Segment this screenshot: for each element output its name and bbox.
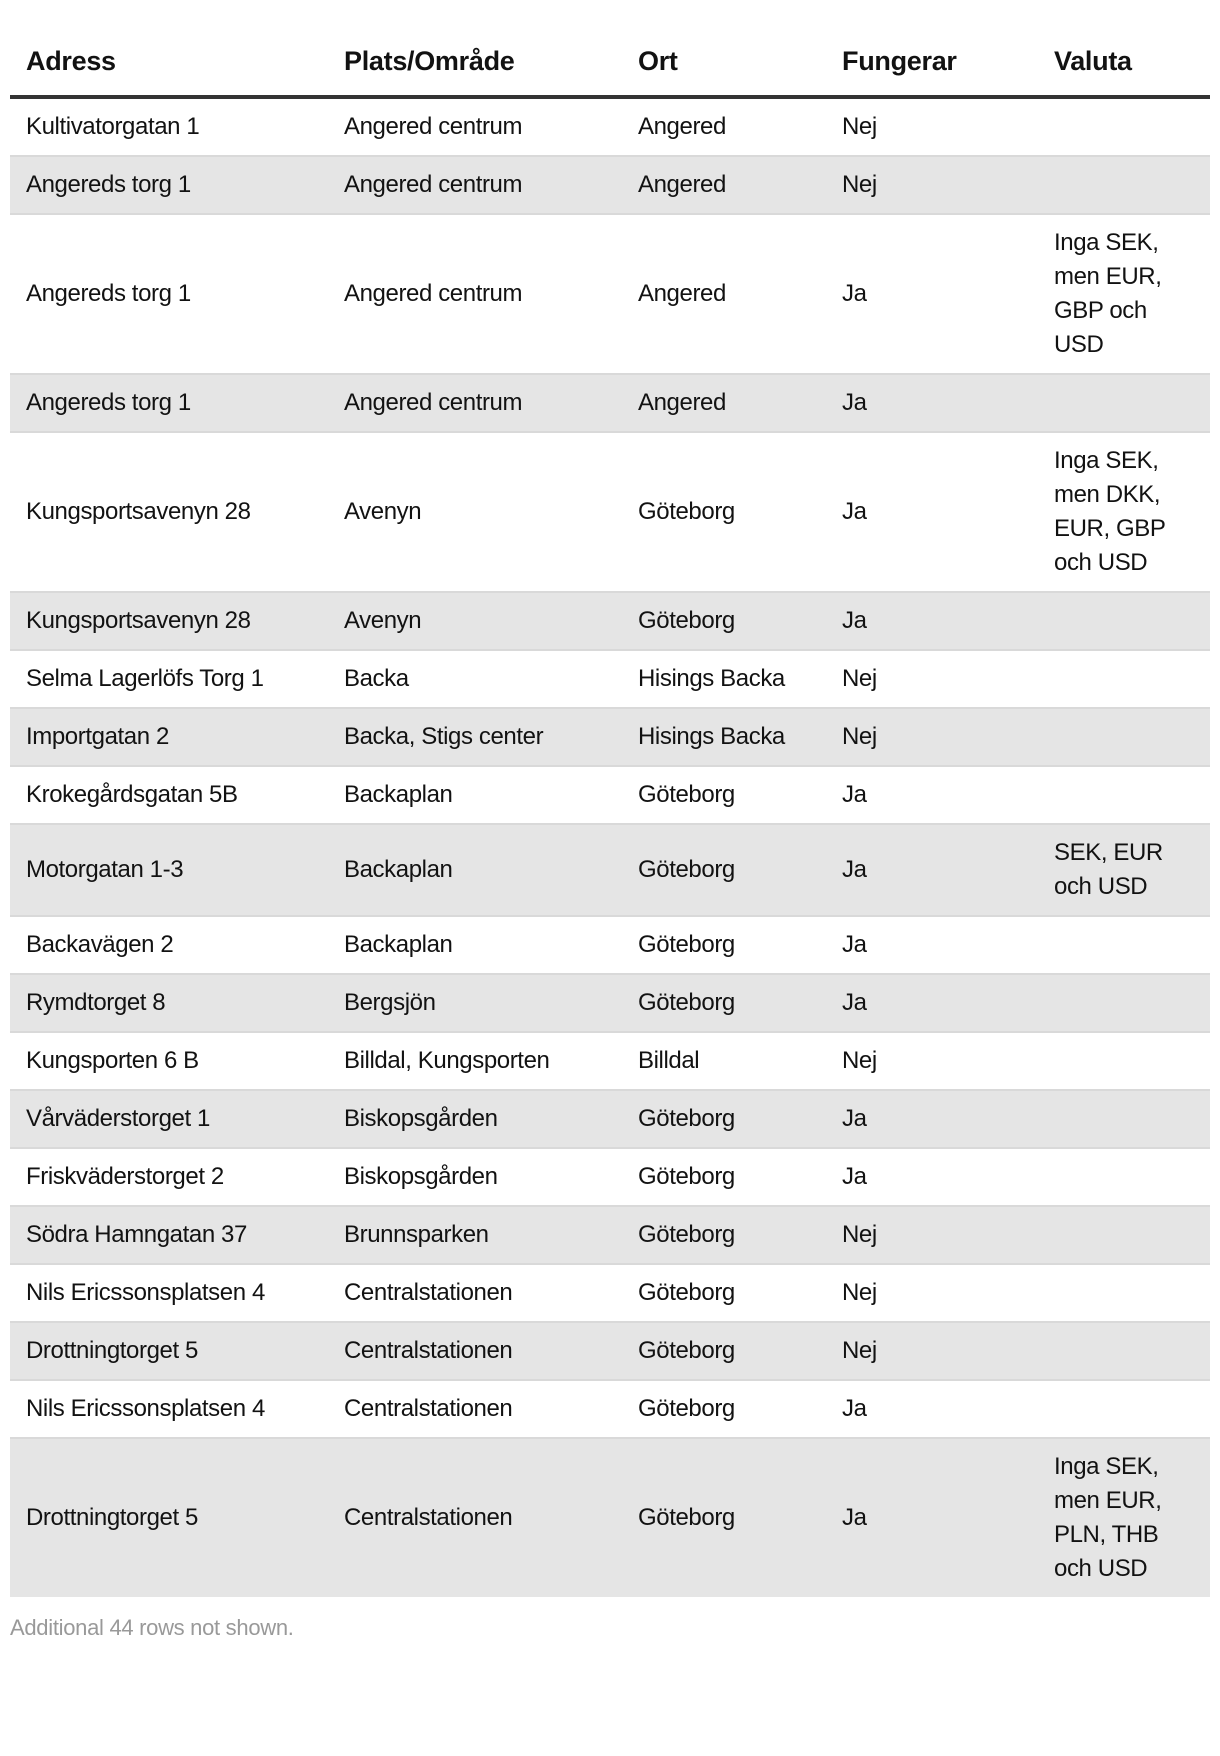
cell-fungerar: Nej	[842, 113, 877, 140]
cell-adress: Krokegårdsgatan 5B	[10, 766, 328, 824]
cell-valuta	[1038, 708, 1210, 766]
cell-valuta	[1038, 592, 1210, 650]
table-row	[10, 592, 1210, 650]
cell-ort: Göteborg	[622, 974, 826, 1032]
cell-fungerar: Nej	[826, 1032, 1038, 1090]
cell-fungerar: Ja	[826, 1090, 1038, 1148]
cell-adress: Nils Ericssonsplatsen 4	[10, 1264, 328, 1322]
table-row	[10, 1438, 1210, 1597]
table-row	[10, 1032, 1210, 1090]
cell-adress: Drottningtorget 5	[10, 1322, 328, 1380]
table-row	[10, 1322, 1210, 1380]
cell-plats: Backa, Stigs center	[328, 708, 622, 766]
cell-plats: Biskopsgården	[328, 1090, 622, 1148]
cell-ort: Angered	[622, 374, 826, 432]
cell-plats: Backaplan	[328, 766, 622, 824]
table-header-row	[10, 0, 1210, 97]
cell-plats: Avenyn	[328, 592, 622, 650]
cell-plats: Centralstationen	[328, 1380, 622, 1438]
cell-adress: Nils Ericssonsplatsen 4	[10, 1380, 328, 1438]
cell-valuta	[1038, 974, 1210, 1032]
cell-fungerar: Ja	[826, 1438, 1038, 1597]
table-row	[10, 1264, 1210, 1322]
cell-ort: Billdal	[622, 1032, 826, 1090]
cell-plats: Angered centrum	[328, 156, 622, 214]
cell-ort: Göteborg	[622, 432, 826, 592]
cell-valuta: Inga SEK, men EUR, PLN, THB och USD	[1038, 1438, 1210, 1597]
cell-plats: Backaplan	[328, 916, 622, 974]
table-row	[10, 974, 1210, 1032]
atm-table	[10, 0, 1210, 1597]
cell-valuta	[1038, 97, 1210, 156]
cell-ort: Angered	[622, 156, 826, 214]
table-row	[10, 824, 1210, 916]
cell-fungerar: Ja	[826, 432, 1038, 592]
table-row	[10, 97, 1210, 156]
cell-valuta: SEK, EUR och USD	[1038, 824, 1210, 916]
cell-fungerar: Ja	[826, 1148, 1038, 1206]
table-row	[10, 1380, 1210, 1438]
column-header-ort[interactable]: Ort	[622, 0, 826, 97]
cell-plats: Biskopsgården	[328, 1148, 622, 1206]
cell-valuta	[1038, 374, 1210, 432]
cell-adress: Kungsporten 6 B	[10, 1032, 328, 1090]
column-header-valuta[interactable]: Valuta	[1038, 0, 1210, 97]
cell-ort: Göteborg	[622, 1380, 826, 1438]
cell-plats: Centralstationen	[328, 1264, 622, 1322]
cell-plats: Angered centrum	[328, 214, 622, 374]
cell-valuta	[1038, 1206, 1210, 1264]
cell-plats: Centralstationen	[328, 1322, 622, 1380]
cell-fungerar: Nej	[826, 156, 1038, 214]
table-row	[10, 708, 1210, 766]
cell-adress: Södra Hamngatan 37	[10, 1206, 328, 1264]
cell-ort: Göteborg	[622, 916, 826, 974]
column-header-plats[interactable]: Plats/Område	[328, 0, 622, 97]
cell-ort: Göteborg	[622, 824, 826, 916]
table-body	[10, 97, 1210, 1597]
cell-plats: Backaplan	[328, 824, 622, 916]
cell-ort: Göteborg	[622, 1264, 826, 1322]
cell-adress: Vårväderstorget 1	[10, 1090, 328, 1148]
cell-adress: Angereds torg 1	[10, 214, 328, 374]
cell-fungerar: Ja	[826, 766, 1038, 824]
cell-plats: Angered centrum	[344, 113, 523, 140]
cell-ort: Göteborg	[622, 766, 826, 824]
cell-adress: Rymdtorget 8	[10, 974, 328, 1032]
table-row	[10, 156, 1210, 214]
table-row	[10, 766, 1210, 824]
cell-valuta	[1038, 766, 1210, 824]
cell-fungerar: Nej	[826, 1206, 1038, 1264]
cell-ort: Hisings Backa	[622, 708, 826, 766]
cell-adress: Kungsportsavenyn 28	[10, 592, 328, 650]
cell-fungerar: Ja	[826, 214, 1038, 374]
column-header-adress[interactable]: Adress	[10, 0, 328, 97]
cell-valuta	[1038, 1148, 1210, 1206]
cell-ort: Göteborg	[622, 1090, 826, 1148]
cell-valuta	[1038, 156, 1210, 214]
table-row	[10, 1090, 1210, 1148]
table-row	[10, 374, 1210, 432]
cell-fungerar: Nej	[826, 1322, 1038, 1380]
cell-plats: Centralstationen	[328, 1438, 622, 1597]
cell-ort: Angered	[638, 113, 726, 140]
cell-ort: Angered	[622, 214, 826, 374]
cell-valuta	[1038, 1264, 1210, 1322]
cell-plats: Brunnsparken	[328, 1206, 622, 1264]
cell-valuta	[1038, 1090, 1210, 1148]
cell-fungerar: Ja	[826, 1380, 1038, 1438]
cell-adress: Backavägen 2	[10, 916, 328, 974]
column-header-fungerar[interactable]: Fungerar	[826, 0, 1038, 97]
cell-adress: Motorgatan 1-3	[10, 824, 328, 916]
cell-valuta	[1038, 916, 1210, 974]
table-row	[10, 432, 1210, 592]
table-row	[10, 916, 1210, 974]
cell-adress: Drottningtorget 5	[10, 1438, 328, 1597]
table-row	[10, 214, 1210, 374]
table-container	[10, 0, 1210, 1641]
cell-valuta	[1038, 1380, 1210, 1438]
cell-plats: Bergsjön	[328, 974, 622, 1032]
cell-valuta	[1038, 1322, 1210, 1380]
cell-adress: Friskväderstorget 2	[10, 1148, 328, 1206]
cell-valuta: Inga SEK, men DKK, EUR, GBP och USD	[1038, 432, 1210, 592]
cell-adress: Selma Lagerlöfs Torg 1	[10, 650, 328, 708]
cell-valuta	[1038, 650, 1210, 708]
cell-fungerar: Ja	[826, 824, 1038, 916]
cell-adress: Angereds torg 1	[10, 374, 328, 432]
cell-adress: Kungsportsavenyn 28	[10, 432, 328, 592]
table-row	[10, 1206, 1210, 1264]
cell-fungerar: Ja	[826, 916, 1038, 974]
cell-ort: Göteborg	[622, 1438, 826, 1597]
table-row	[10, 1148, 1210, 1206]
footer-note: Additional 44 rows not shown.	[10, 1615, 294, 1640]
cell-ort: Göteborg	[622, 1322, 826, 1380]
cell-plats: Angered centrum	[328, 374, 622, 432]
cell-ort: Göteborg	[622, 1148, 826, 1206]
cell-adress: Angereds torg 1	[10, 156, 328, 214]
cell-ort: Göteborg	[622, 592, 826, 650]
cell-valuta: Inga SEK, men EUR, GBP och USD	[1038, 214, 1210, 374]
cell-fungerar: Ja	[826, 974, 1038, 1032]
cell-ort: Hisings Backa	[622, 650, 826, 708]
cell-valuta	[1038, 1032, 1210, 1090]
cell-fungerar: Ja	[826, 374, 1038, 432]
cell-adress: Importgatan 2	[10, 708, 328, 766]
cell-plats: Backa	[328, 650, 622, 708]
cell-ort: Göteborg	[622, 1206, 826, 1264]
cell-fungerar: Nej	[826, 650, 1038, 708]
cell-fungerar: Ja	[826, 592, 1038, 650]
cell-plats: Avenyn	[328, 432, 622, 592]
cell-fungerar: Nej	[826, 708, 1038, 766]
cell-plats: Billdal, Kungsporten	[328, 1032, 622, 1090]
cell-adress: Kultivatorgatan 1	[26, 113, 200, 140]
table-row	[10, 650, 1210, 708]
cell-fungerar: Nej	[826, 1264, 1038, 1322]
